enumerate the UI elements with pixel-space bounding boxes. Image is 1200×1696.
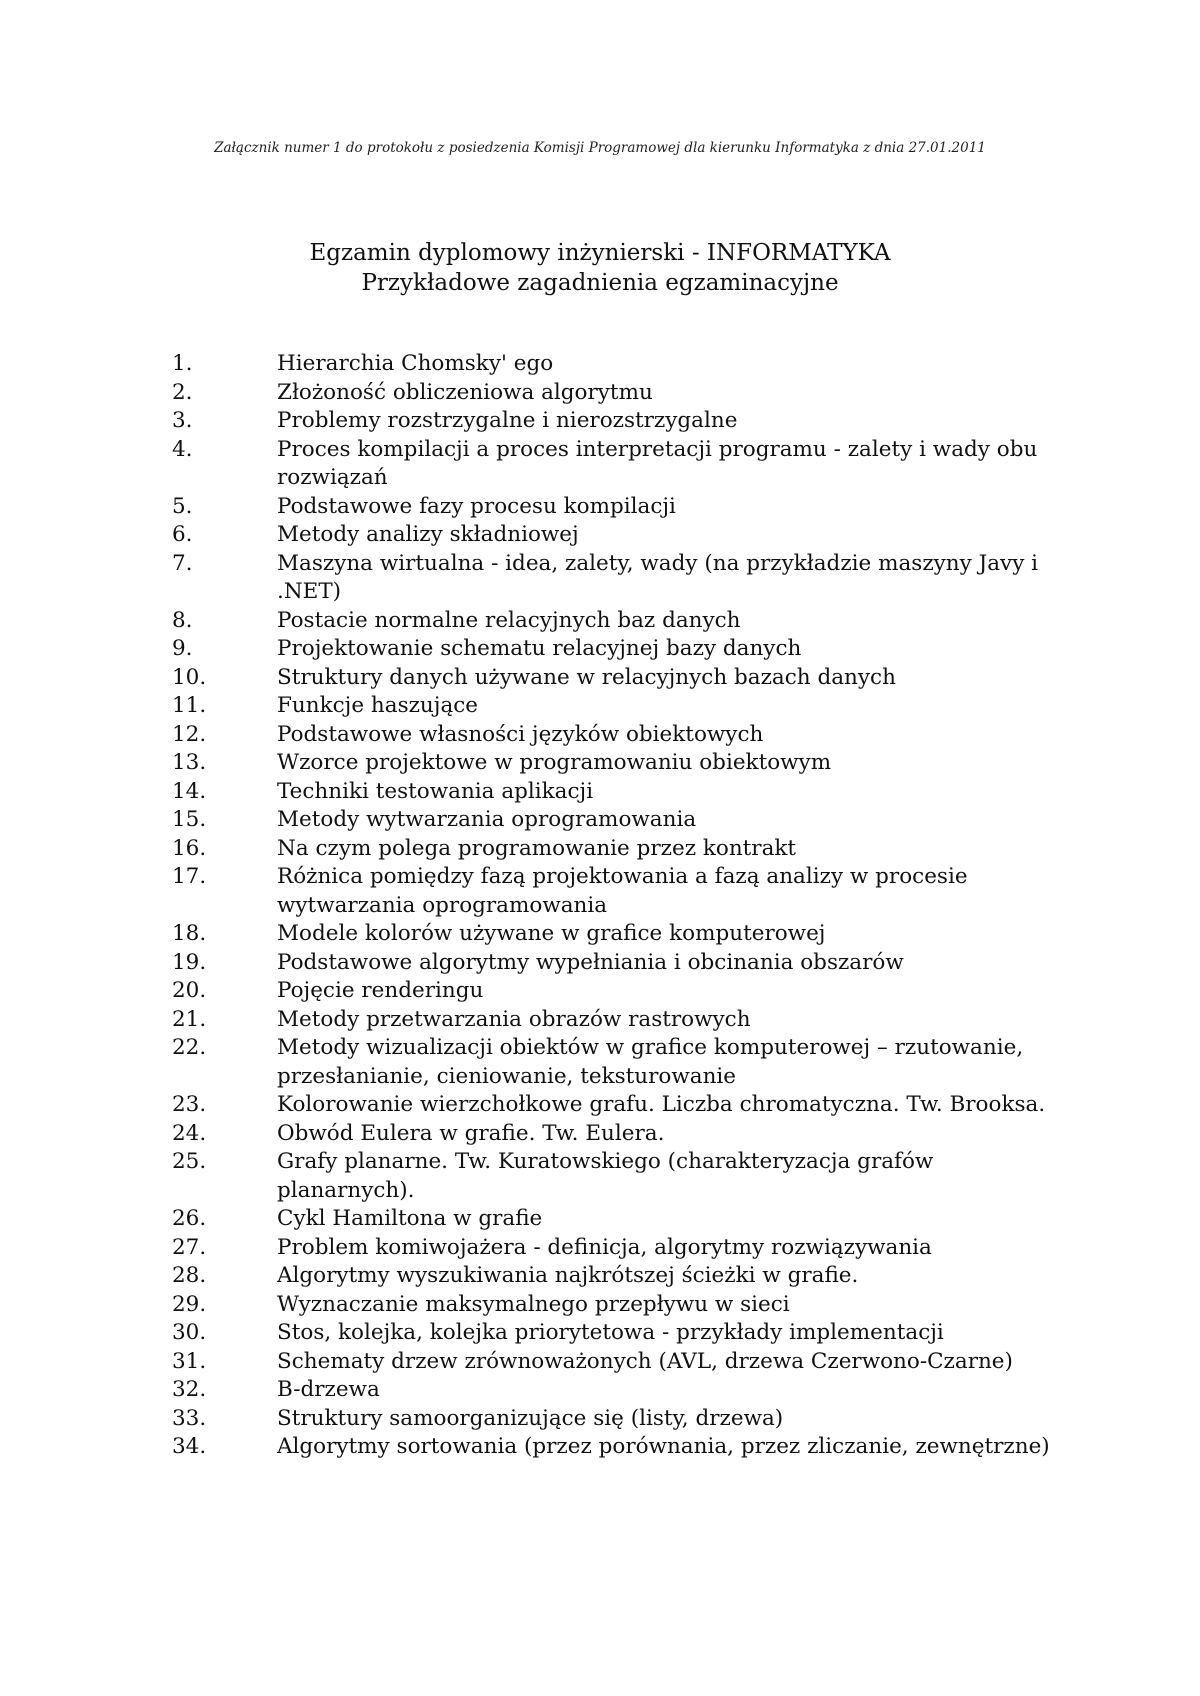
topic-number: 2. xyxy=(172,379,193,405)
topic-number: 9. xyxy=(172,636,193,661)
topic-text: Problemy rozstrzygalne i nierozstrzygalne xyxy=(277,408,738,433)
list-item xyxy=(0,436,1200,493)
topic-number: 6. xyxy=(172,522,193,547)
title-block xyxy=(0,238,1200,298)
topic-number: 34. xyxy=(172,1434,207,1459)
list-item xyxy=(0,1120,1200,1149)
topic-number: 16. xyxy=(172,835,207,861)
list-item xyxy=(0,379,1200,408)
list-item xyxy=(0,1319,1200,1348)
topic-number: 7. xyxy=(172,550,193,576)
topic-number: 30. xyxy=(172,1320,207,1345)
topic-text: Struktury samoorganizujące się (listy, drzewa) xyxy=(277,1405,784,1431)
list-item xyxy=(0,493,1200,522)
list-item xyxy=(0,350,1200,379)
topic-text: B-drzewa xyxy=(277,1377,380,1402)
topic-number: 17. xyxy=(172,864,207,889)
attachment-note: Załącznik numer 1 do protokołu z posiedzenia Komisji Programowej dla kierunku Informatyka z dnia 27.01.2011 xyxy=(214,140,986,156)
topic-text: Techniki testowania aplikacji xyxy=(277,778,594,804)
topic-text: Metody wytwarzania oprogramowania xyxy=(277,807,697,832)
topic-number: 23. xyxy=(172,1092,207,1117)
topic-number: 29. xyxy=(172,1291,207,1317)
list-item xyxy=(0,1091,1200,1120)
topic-text: Hierarchia Chomsky' ego xyxy=(277,351,554,376)
topic-number: 4. xyxy=(172,436,193,462)
topic-text: Metody wizualizacji obiektów w grafice komputerowej – rzutowanie, przesłanianie, cieniowanie, teksturowanie xyxy=(277,1035,1024,1089)
topic-number: 8. xyxy=(172,607,193,633)
topic-text: Problem komiwojażera - definicja, algorytmy rozwiązywania xyxy=(277,1234,932,1260)
topic-number: 15. xyxy=(172,807,207,832)
topic-text: Cykl Hamiltona w grafie xyxy=(277,1206,543,1231)
topic-number: 13. xyxy=(172,750,207,775)
list-item xyxy=(0,778,1200,807)
topic-number: 14. xyxy=(172,778,207,804)
list-item xyxy=(0,1405,1200,1434)
list-item xyxy=(0,1006,1200,1035)
list-item xyxy=(0,607,1200,636)
topic-number: 19. xyxy=(172,949,207,975)
topic-number: 27. xyxy=(172,1234,207,1260)
topic-text: Maszyna wirtualna - idea, zalety, wady (na przykładzie maszyny Javy i .NET) xyxy=(277,550,1039,604)
list-item xyxy=(0,521,1200,550)
list-item xyxy=(0,664,1200,693)
topic-text: Stos, kolejka, kolejka priorytetowa - przykłady implementacji xyxy=(277,1320,944,1345)
topic-number: 32. xyxy=(172,1377,207,1402)
topic-text: Funkcje haszujące xyxy=(277,693,479,718)
topic-number: 18. xyxy=(172,921,207,946)
topic-text: Pojęcie renderingu xyxy=(277,978,484,1003)
list-item xyxy=(0,692,1200,721)
list-item xyxy=(0,1148,1200,1205)
topic-text: Podstawowe algorytmy wypełniania i obcinania obszarów xyxy=(277,949,904,975)
topic-number: 12. xyxy=(172,721,207,747)
topic-text: Struktury danych używane w relacyjnych bazach danych xyxy=(277,664,896,690)
topic-text: Proces kompilacji a proces interpretacji programu - zalety i wady obu rozwiązań xyxy=(277,436,1038,490)
topic-number: 10. xyxy=(172,664,207,690)
topic-number: 3. xyxy=(172,408,193,433)
topic-number: 25. xyxy=(172,1149,207,1174)
list-item xyxy=(0,1034,1200,1091)
list-item xyxy=(0,1376,1200,1405)
topic-text: Algorytmy sortowania (przez porównania, przez zliczanie, zewnętrzne) xyxy=(277,1434,1050,1459)
list-item xyxy=(0,949,1200,978)
topics-list xyxy=(0,350,1200,1462)
list-item xyxy=(0,1262,1200,1291)
document-subtitle: Przykładowe zagadnienia egzaminacyjne xyxy=(361,270,839,296)
topic-text: Wzorce projektowe w programowaniu obiektowym xyxy=(277,750,832,775)
document-title: Egzamin dyplomowy inżynierski - INFORMATYKA xyxy=(309,240,891,266)
list-item xyxy=(0,977,1200,1006)
list-item xyxy=(0,1291,1200,1320)
topic-text: Kolorowanie wierzchołkowe grafu. Liczba chromatyczna. Tw. Brooksa. xyxy=(277,1092,1046,1117)
topic-text: Wyznaczanie maksymalnego przepływu w sieci xyxy=(277,1291,790,1317)
topic-text: Metody analizy składniowej xyxy=(277,522,579,547)
list-item xyxy=(0,749,1200,778)
list-item xyxy=(0,863,1200,920)
list-item xyxy=(0,1348,1200,1377)
topic-text: Różnica pomiędzy fazą projektowania a fazą analizy w procesie wytwarzania oprogramowania xyxy=(277,864,968,918)
topic-number: 1. xyxy=(172,351,193,376)
list-item xyxy=(0,1433,1200,1462)
topic-text: Grafy planarne. Tw. Kuratowskiego (charakteryzacja grafów planarnych). xyxy=(277,1149,934,1203)
topic-text: Obwód Eulera w grafie. Tw. Eulera. xyxy=(277,1120,665,1146)
topic-number: 24. xyxy=(172,1120,207,1146)
topic-text: Projektowanie schematu relacyjnej bazy danych xyxy=(277,636,802,661)
topic-number: 11. xyxy=(172,693,207,718)
topic-text: Metody przetwarzania obrazów rastrowych xyxy=(277,1006,751,1032)
topic-text: Modele kolorów używane w grafice komputerowej xyxy=(277,921,826,946)
topic-text: Algorytmy wyszukiwania najkrótszej ścieżki w grafie. xyxy=(277,1263,859,1288)
list-item xyxy=(0,835,1200,864)
topic-number: 5. xyxy=(172,493,193,519)
topic-text: Podstawowe fazy procesu kompilacji xyxy=(277,493,676,519)
topic-number: 21. xyxy=(172,1006,207,1032)
list-item xyxy=(0,1234,1200,1263)
topic-text: Złożoność obliczeniowa algorytmu xyxy=(277,379,653,405)
list-item xyxy=(0,721,1200,750)
topic-number: 22. xyxy=(172,1035,207,1060)
list-item xyxy=(0,550,1200,607)
list-item xyxy=(0,1205,1200,1234)
topic-number: 26. xyxy=(172,1206,207,1231)
topic-text: Postacie normalne relacyjnych baz danych xyxy=(277,607,741,633)
list-item xyxy=(0,407,1200,436)
topic-number: 20. xyxy=(172,978,207,1003)
topic-text: Schematy drzew zrównoważonych (AVL, drzewa Czerwono-Czarne) xyxy=(277,1348,1013,1374)
topic-number: 28. xyxy=(172,1263,207,1288)
list-item xyxy=(0,635,1200,664)
list-item xyxy=(0,920,1200,949)
topic-text: Na czym polega programowanie przez kontrakt xyxy=(277,835,797,861)
topic-number: 31. xyxy=(172,1348,207,1374)
topic-number: 33. xyxy=(172,1405,207,1431)
topic-text: Podstawowe własności języków obiektowych xyxy=(277,721,764,747)
list-item xyxy=(0,806,1200,835)
